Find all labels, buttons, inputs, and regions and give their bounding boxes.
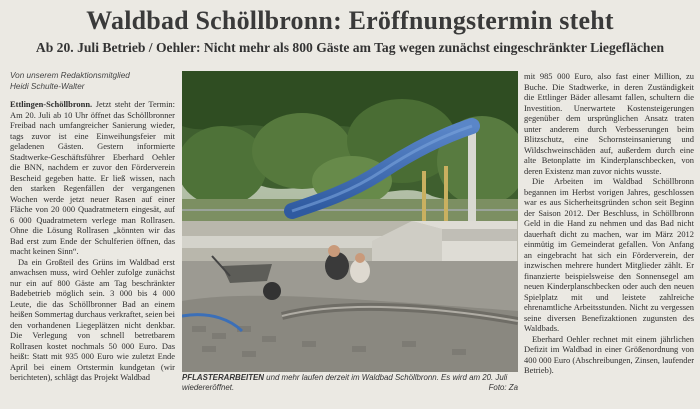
subheadline: Ab 20. Juli Betrieb / Oehler: Nicht mehr als 800 Gäste am Tag wegen zunächst eingeschränkter Liegeflächen — [35, 40, 665, 55]
photo-credit: Foto: Za — [488, 383, 518, 392]
photo-caption — [182, 373, 518, 393]
article-photo — [182, 71, 518, 372]
caption-text: und mehr laufen derzeit im Waldbad Schöllbronn. Es wird am 20. Juli wiedereröffnet. — [182, 373, 508, 392]
paragraph-5: Eberhard Oehler rechnet mit einem jährlichen Defizit im Waldbad in einer Größenordnung von 400 000 Euro (Abschreibungen, Zinsen, laufender Betrieb). — [524, 333, 694, 375]
dateline: Ettlingen-Schöllbronn. — [10, 99, 93, 109]
article-column-right — [524, 71, 694, 376]
headline: Waldbad Schöllbronn: Eröffnungstermin steht — [86, 6, 614, 35]
paragraph-1 — [10, 99, 175, 257]
paragraph-2: Da ein Großteil des Grüns im Waldbad erst anwachsen muss, wird Oehler zufolge zunächst nur ein auf 800 Gäste am Tag beschränkter Badebetrieb möglich sein. 3 000 bis 4 000 Leute, die das Schöllbronner Bad an einem heißen Sommertag durchaus verkraftet, seien bei den vorhandenen Liegeplätzen nicht denkbar. Die Verlegung von schnell betretbarem Rollrasen kostet nochmals 50 000 Euro. Das heißt: Statt mit 935 000 Euro wie zuletzt Ende April bei einem Ortstermin kundgetan (wir berichteten), schlägt das Projekt Waldbad — [10, 256, 175, 382]
byline — [10, 71, 180, 92]
paragraph-3: mit 985 000 Euro, also fast einer Million, zu Buche. Die Stadtwerke, in deren Zuständigkeit die Ettlinger Bäder allesamt fallen, schultern die Investition. Unerwartete Kostensteigerungen gegenüber dem ursprünglichen Ansatz traten unter anderem durch Verbesserungen beim Blitzschutz, eine Schornsteinsanierung und Wildschweinschäden auf, außerdem durch eine alte Betonplatte im Kinderplanschbecken, von deren Existenz man zuvor nichts wusste. — [524, 71, 694, 176]
byline-author: Heidi Schulte-Walter — [10, 81, 85, 91]
paragraph-1-text: Jetzt steht der Termin: Am 20. Juli ab 10 Uhr öffnet das Schöllbronner Freibad nach umfangreicher Sanierung wieder, tags zuvor ist eine Einweihungsfeier mit geladenen Gästen. Gestern informierte Stadtwerke-Geschäftsführer Eberhard Oehler die BNN, nachdem er zuvor den Förderverein Bescheid gegeben hatte. Er ließ wissen, nach den starken Regenfällen der vergangenen Wochen werde jetzt neuer Rasen auf einer Fläche von 20 000 Quadratmetern eingesät, auf 6 000 Quadratmetern verlege man Rollrasen. Ohne die Lösung Rollrasen „könnten wir das Bad erst zum Ende der Schulferien öffnen, das macht keinen Sinn“. — [10, 99, 175, 256]
photo-illustration — [182, 71, 518, 372]
article-column-left — [10, 99, 175, 383]
paragraph-4: Die Arbeiten im Waldbad Schöllbronn begannen im Herbst vorigen Jahres, geschlossen war es aus Sicherheitsgründen schon seit Beginn der Saison 2012. Der Beschluss, in Schöllbronn Geld in die Hand zu nehmen und das Bad nicht dauerhaft dicht zu machen, war im März 2012 einmütig im Gemeinderat gefallen. Von Anfang an eingebracht hat sich ein Förderverein, der inzwischen mehrere hundert Mitglieder zählt. Er finanzierte beispielsweise den Sonnensegel am neuen Kinderplanschbecken oder auch den neuen Spielplatz mit und leistete zahlreiche ehrenamtliche Arbeitsstunden. Nicht zu vergessen seine diversen Benefizaktionen zugunsten des Waldbads. — [524, 176, 694, 333]
caption-lead: PFLASTERARBEITEN — [182, 373, 264, 382]
byline-line1: Von unserem Redaktionsmitglied — [10, 71, 130, 80]
